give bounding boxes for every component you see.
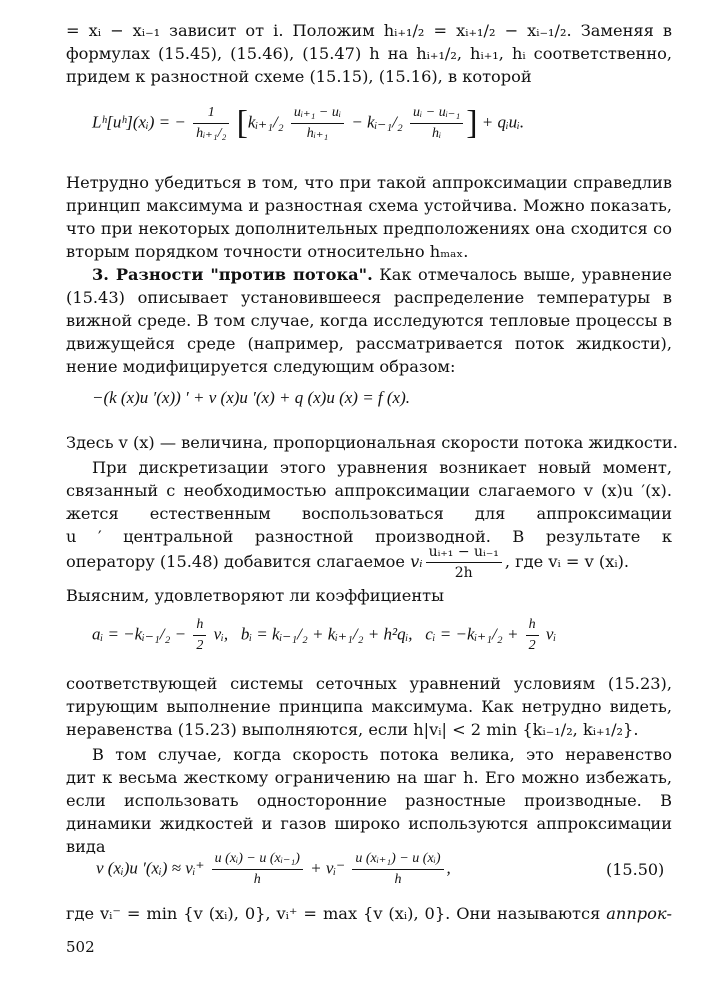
eq1-fraction-3 <box>410 104 463 143</box>
eq5-lhs: v (xᵢ)u ′(xᵢ) ≈ vᵢ⁺ <box>96 858 205 878</box>
eq5-fraction-2 <box>352 850 443 889</box>
eq4-fraction-a <box>193 616 206 655</box>
text-line: Выясним, удовлетворяют ли коэффициенты <box>66 586 444 605</box>
text-line: вижной среде. В том случае, когда исследуются тепловые процессы в <box>66 311 672 330</box>
section-heading-line <box>92 264 672 286</box>
eq4-fa-num: h <box>193 616 206 636</box>
eq3-num: uᵢ₊₁ − uᵢ₋₁ <box>426 543 502 563</box>
page-number: 502 <box>66 938 95 956</box>
text-fragment: оператору (15.48) добавится слагаемое <box>66 552 411 571</box>
text-line: При дискретизации этого уравнения возникает новый момент, <box>92 458 672 477</box>
eq4-a: aᵢ = −kᵢ₋₁/₂ − <box>92 624 187 644</box>
text-line: принцип максимума и разностная схема устойчива. Можно показать, <box>66 196 672 215</box>
eq4-b: bᵢ = kᵢ₋₁/₂ + kᵢ₊₁/₂ + h²qᵢ, <box>240 624 413 644</box>
text-fragment: где vᵢ⁻ = min {v (xᵢ), 0}, vᵢ⁺ = max {v (xᵢ), 0}. Они называются <box>66 904 607 923</box>
eq4-c-tail: vᵢ <box>545 624 557 644</box>
eq1-k1: kᵢ₊₁/₂ <box>247 112 284 132</box>
text-line-with-fraction <box>66 542 672 586</box>
text-line: вида <box>66 837 106 856</box>
text-line: связанный с необходимостью аппроксимации слагаемого v (x)u ′(x). <box>66 481 672 500</box>
eq5-f2-num: u (xᵢ₊₁) − u (xᵢ) <box>352 850 443 870</box>
text-fragment: , где vᵢ = v (xᵢ). <box>504 552 630 571</box>
text-line: формулах (15.45), (15.46), (15.47) h на hᵢ₊₁/₂, hᵢ₊₁, hᵢ соответственно, <box>66 44 672 63</box>
section-heading: 3. Разности "против потока". <box>92 265 373 284</box>
eq4-fraction-c <box>526 616 539 655</box>
equation-number: (15.50) <box>606 860 665 879</box>
eq4-fc-num: h <box>526 616 539 636</box>
right-bracket: ] <box>466 104 478 142</box>
text-line: жется естественным воспользоваться для аппроксимации <box>66 504 672 523</box>
eq4-fc-den: 2 <box>528 638 536 653</box>
eq1-frac2-den: hᵢ₊₁ <box>306 126 329 141</box>
equation-upwind-approximation <box>96 850 451 889</box>
equation-difference-operator <box>92 104 524 143</box>
text-line: дит к весьма жесткому ограничению на шаг h. Его можно избежать, <box>66 768 672 787</box>
eq5-fraction-1 <box>212 850 303 889</box>
text-line: неравенства (15.23) выполняются, если h|vᵢ| < 2 min {kᵢ₋₁/₂, kᵢ₊₁/₂}. <box>66 720 639 739</box>
text-line <box>66 903 672 925</box>
eq4-c: cᵢ = −kᵢ₊₁/₂ + <box>425 624 519 644</box>
text-fragment: Как отмечалось выше, уравнение <box>372 265 672 284</box>
eq1-k2: − kᵢ₋₁/₂ <box>347 112 403 132</box>
eq5-f1-num: u (xᵢ) − u (xᵢ₋₁) <box>212 850 303 870</box>
text-line: В том случае, когда скорость потока велика, это неравенство <box>92 745 672 764</box>
equation-convection-diffusion: −(k (x)u ′(x)) ′ + v (x)u ′(x) + q (x)u (x) = f (x). <box>92 388 411 407</box>
eq1-frac2-num: uᵢ₊₁ − uᵢ <box>291 104 344 124</box>
text-line: = xᵢ − xᵢ₋₁ зависит от i. Положим hᵢ₊₁/₂ = xᵢ₊₁/₂ − xᵢ₋₁/₂. Заменяя в <box>66 21 672 40</box>
eq5-f2-den: h <box>394 872 402 887</box>
text-line: вторым порядком точности относительно hₘₐₓ. <box>66 242 469 261</box>
text-line: u ′ центральной разностной производной. В результате к <box>66 527 672 546</box>
eq3-vi: vᵢ <box>410 552 423 571</box>
eq4-fa-den: 2 <box>196 638 204 653</box>
eq1-frac1-den: hᵢ₊₁/₂ <box>196 126 227 141</box>
text-line: (15.43) описывает установившееся распределение температуры в <box>66 288 672 307</box>
eq5-f1-den: h <box>253 872 261 887</box>
text-line: движущейся среде (например, рассматривается поток жидкости), <box>66 334 672 353</box>
eq5-mid: + vᵢ⁻ <box>310 858 346 878</box>
text-line: Здесь v (x) — величина, пропорциональная скорости потока жидкости. <box>66 433 678 452</box>
text-line: тирующим выполнение принципа максимума. Как нетрудно видеть, <box>66 697 672 716</box>
text-line: если использовать односторонние разностные производные. В <box>66 791 672 810</box>
left-bracket: [ <box>236 104 248 142</box>
eq5-tail: , <box>446 858 451 878</box>
eq1-lhs: Lʰ[uʰ](xᵢ) = − <box>92 112 186 132</box>
text-line: динамики жидкостей и газов широко используются аппроксимации <box>66 814 672 833</box>
eq3-den: 2h <box>454 565 473 581</box>
text-line: придем к разностной схеме (15.15), (15.16), в которой <box>66 67 532 86</box>
text-line: Нетрудно убедиться в том, что при такой аппроксимации справедлив <box>66 173 672 192</box>
eq1-frac3-den: hᵢ <box>432 126 442 141</box>
text-line: нение модифицируется следующим образом: <box>66 357 456 376</box>
equation-coefficients <box>92 616 556 655</box>
text-fragment-italic: аппрок- <box>606 904 672 923</box>
text-line: что при некоторых дополнительных предположениях она сходится со <box>66 219 672 238</box>
eq1-fraction-2 <box>291 104 344 143</box>
eq1-frac1-num: 1 <box>193 104 229 124</box>
eq1-fraction-1 <box>193 104 229 143</box>
eq1-frac3-num: uᵢ − uᵢ₋₁ <box>410 104 463 124</box>
text-line: соответствующей системы сеточных уравнений условиям (15.23), <box>66 674 672 693</box>
eq3-fraction <box>426 543 502 582</box>
eq4-a-tail: vᵢ, <box>213 624 229 644</box>
eq1-tail: + qᵢuᵢ. <box>481 112 525 132</box>
